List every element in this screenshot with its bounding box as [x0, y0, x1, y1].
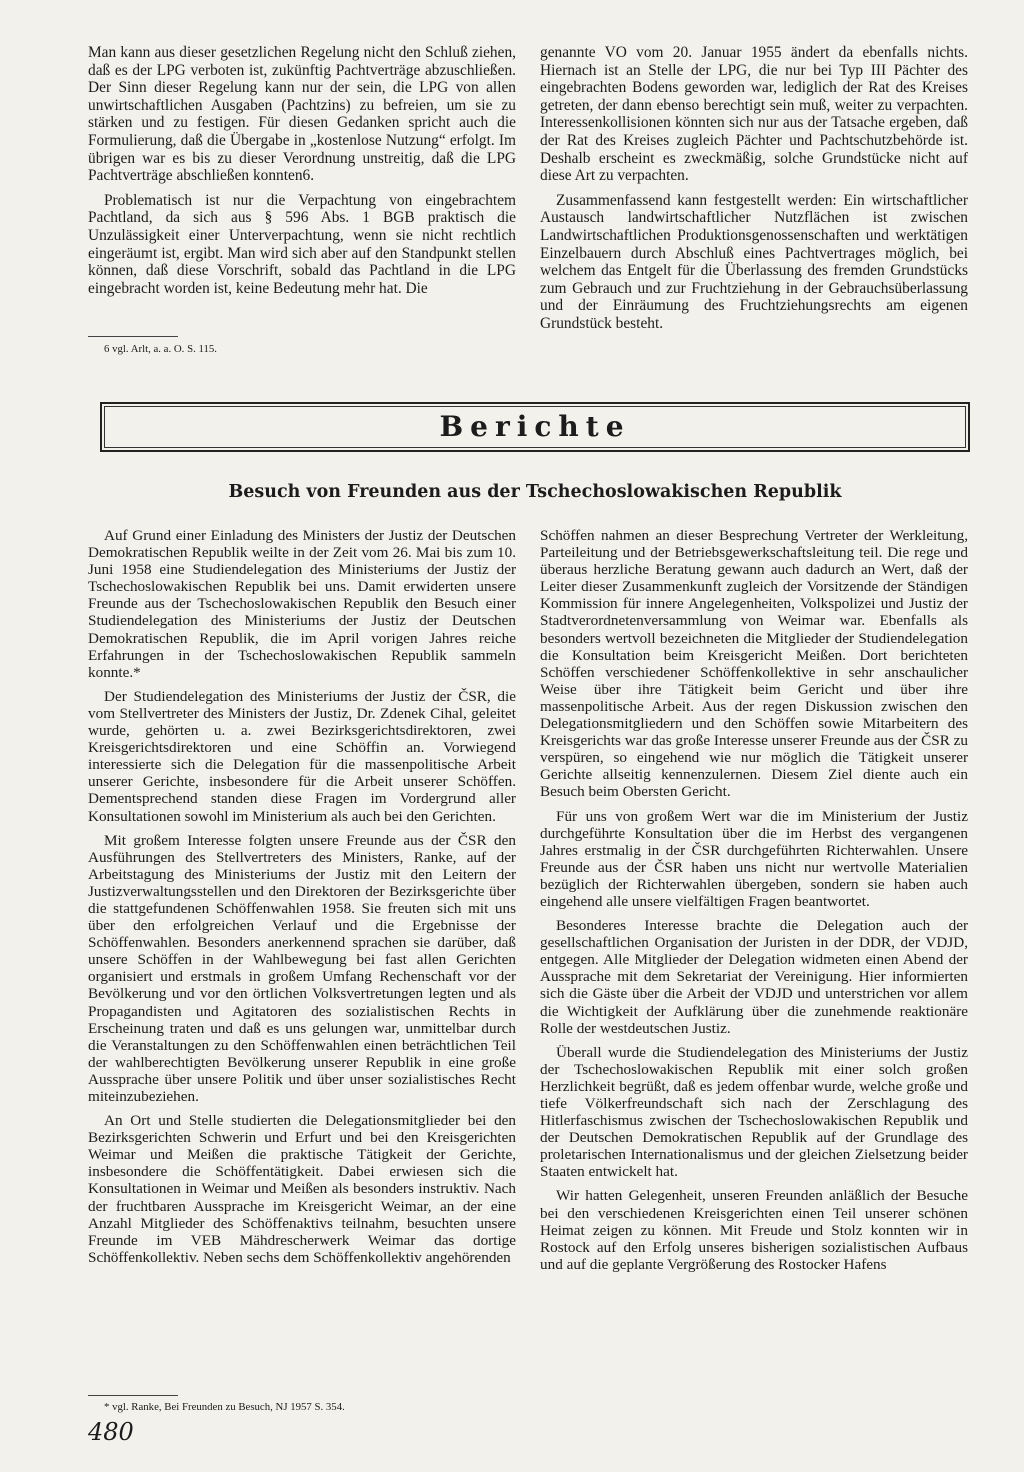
paragraph: Mit großem Interesse folgten unsere Freunde aus der ČSR den Ausführungen des Stellvertreters des Ministers, Ranke, auf der Arbeitstagung des Ministeriums der Justiz mit den Leitern der Justizverwaltungsstellen und den Direktoren der Bezirksgerichte über die stattgefundenen Schöffenwahlen 1958. Sie freuten sich mit uns über den erfolgreichen Verlauf und die Ergebnisse der Schöffenwahlen. Besonders anerkennend sprachen sie darüber, daß unsere Schöffen in der Wahlbewegung bei fast allen Gerichten organisiert und erstmals in großem Umfang Rechenschaft vor der Bevölkerung und vor den örtlichen Volksvertretungen legten und als Propagandisten und Agitatoren des sozialistischen Rechts in Erscheinung traten und daß es uns gelungen war, unmittelbar durch die Veranstaltungen zu den Schöffenwahlen einen beträchtlichen Teil der wahlberechtigten Bevölkerung unserer Republik in eine große Aussprache über unsere Politik und über unser sozialistisches Recht miteinzubeziehen. — [88, 831, 516, 1105]
paragraph: Auf Grund einer Einladung des Ministers der Justiz der Deutschen Demokratischen Republik weilte in der Zeit vom 26. Mai bis zum 10. Juni 1958 eine Studiendelegation des Ministeriums der Justiz der Tschechoslowakischen Republik bei uns. Damit erwiderten unsere Freunde aus der Tschechoslowakischen Republik den Besuch einer Studiendelegation des Ministeriums der Justiz der Deutschen Demokratischen Republik, die im April vorigen Jahres reiche Erfahrungen in der Tschechoslowakischen Republik sammeln konnte.* — [88, 527, 516, 681]
article-headline: Besuch von Freunden aus der Tschechoslowakischen Republik — [228, 482, 842, 502]
top-right-column — [540, 44, 968, 340]
paragraph: Problematisch ist nur die Verpachtung von eingebrachtem Pachtland, da sich aus § 596 Abs. 1 BGB praktisch die Unzulässigkeit einer Unterverpachtung, wenn sie nicht rechtlich eingeräumt ist, ergibt. Man wird sich aber auf den Standpunkt stellen können, daß diese Vorschrift, sobald das Pachtland in die LPG eingebracht worden ist, keine Bedeutung mehr hat. Die — [88, 191, 516, 297]
paragraph: Besonderes Interesse brachte die Delegation auch der gesellschaftlichen Organisation der Juristen in der DDR, der VDJD, entgegen. Alle Mitglieder der Delegation widmeten einen Abend der Aussprache mit dem Sekretariat der Vereinigung. Hier informierten sich die Gäste über die Arbeit der VDJD und unterstrichen vor allem die Wichtigkeit der Aufklärung über die zunehmende reaktionäre Rolle der westdeutschen Justiz. — [540, 917, 968, 1037]
bottom-left-column — [88, 527, 516, 1273]
paragraph: An Ort und Stelle studierten die Delegationsmitglieder bei den Bezirksgerichten Schwerin und Erfurt und bei den Kreisgerichten Weimar und Meißen die praktische Tätigkeit der Gerichte, insbesondere die Schöffentätigkeit. Dabei erwiesen sich die Konsultationen in Weimar und Meißen als besonders instruktiv. Nach der fruchtbaren Aussprache im Kreisgericht Weimar, an der eine Anzahl Mitglieder des Schöffenaktivs teilnahm, besuchten unsere Freunde im VEB Mähdrescherwerk Weimar das dortige Schöffenkollektiv. Neben sechs dem Schöffenkollektiv angehörenden — [88, 1112, 516, 1266]
top-left-column — [88, 44, 516, 304]
section-title: Berichte — [439, 410, 631, 443]
paragraph: Man kann aus dieser gesetzlichen Regelung nicht den Schluß ziehen, daß es der LPG verboten ist, zukünftig Pachtverträge abzuschließen. Der Sinn dieser Regelung kann nur der sein, die LPG von allen unwirtschaftlichen Ausgaben (Pachtzins) zu befreien, um sie zu stärken und zu festigen. Für diesen Gedanken spricht auch die Formulierung, daß die Übergabe in „kostenlose Nutzung“ erfolgt. Im übrigen war es bis zu dieser Verordnung unstreitig, daß die LPG Pachtverträge abschließen konnten6. — [88, 44, 516, 185]
paragraph: Für uns von großem Wert war die im Ministerium der Justiz durchgeführte Konsultation über die im Herbst des vergangenen Jahres erstmalig in der ČSR durchgeführten Richterwahlen. Unsere Freunde aus der ČSR haben uns nicht nur wertvolle Materialien bezüglich der Richterwahlen übergeben, sondern sie haben auch eingehend alle unsere vielfältigen Fragen beantwortet. — [540, 807, 968, 910]
paragraph: Zusammenfassend kann festgestellt werden: Ein wirtschaftlicher Austausch landwirtschaftlicher Nutzflächen ist zwischen Landwirtschaftlichen Produktionsgenossenschaften und werktätigen Einzelbauern durch Abschluß eines Pachtvertrages möglich, bei welchem das Entgelt für die Überlassung des fremden Grundstücks zum Gebrauch und zur Fruchtziehung in der Gebrauchsüberlassung und der Einräumung des Fruchtziehungsrechts am eigenen Grundstück besteht. — [540, 191, 968, 332]
footnote-divider — [88, 336, 178, 337]
paragraph: Überall wurde die Studiendelegation des Ministeriums der Justiz der Tschechoslowakischen Republik mit einer solch großen Herzlichkeit begrüßt, daß es jedem offenbar wurde, welche große und tiefe Völkerfreundschaft sich nach der Zerschlagung des Hitlerfaschismus zwischen der Tschechoslowakischen Republik und der Deutschen Demokratischen Republik auf der Grundlage des proletarischen Internationalismus und der gleichen Zielsetzung beider Staaten entwickelt hat. — [540, 1043, 968, 1181]
paragraph: Der Studiendelegation des Ministeriums der Justiz der ČSR, die vom Stellvertreter des Ministers der Justiz, Dr. Zdenek Cihal, geleitet wurde, gehörten u. a. zwei Bezirksgerichtsdirektoren, zwei Kreisgerichtsdirektoren und eine Schöffin an. Vorwiegend interessierte sich die Delegation für die massenpolitische Arbeit unserer Gerichte, insbesondere für die Arbeit unserer Schöffen. Dementsprechend standen diese Fragen im Vordergrund aller Konsultationen sowohl im Ministerium als auch bei den Gerichten. — [88, 687, 516, 825]
paragraph: Wir hatten Gelegenheit, unseren Freunden anläßlich der Besuche bei den verschiedenen Kreisgerichten einen Teil unserer schönen Heimat zeigen zu können. Mit Freude und Stolz konnten wir in Rostock auf den Erfolg unseres bisherigen sozialistischen Aufbaus und auf die geplante Vergrößerung des Rostocker Hafens — [540, 1187, 968, 1273]
paragraph: Schöffen nahmen an dieser Besprechung Vertreter der Werkleitung, Parteileitung und der Betriebsgewerkschaftsleitung teil. Die rege und überaus herzliche Beratung gewann auch dadurch an Wert, daß der Leiter dieser Zusammenkunft zugleich der Vorsitzende der Ständigen Kommission für innere Angelegenheiten, Volkspolizei und Justiz der Stadtverordnetenversammlung von Weimar war. Ebenfalls als besonders wertvoll bezeichneten die Mitglieder der Studiendelegation die Konsultation beim Kreisgericht Meißen. Dort berichteten Schöffen verschiedener Schöffenkollektive in sehr anschaulicher Weise über ihre Tätigkeit beim Gericht und über ihre massenpolitische Arbeit. Aus der regen Diskussion zwischen den Delegationsmitgliedern und den Schöffen sowie Mitarbeitern des Kreisgerichts war das große Interesse unserer Freunde aus der ČSR zu verspüren, so eingehend wie nur möglich die Tätigkeit unserer Gerichte allseitig kennenzulernen. Diesem Ziel diente auch ein Besuch beim Obersten Gericht. — [540, 527, 968, 801]
page-number: 480 — [88, 1418, 134, 1446]
footnote-divider — [88, 1395, 178, 1396]
bottom-right-column — [540, 527, 968, 1280]
paragraph: genannte VO vom 20. Januar 1955 ändert da ebenfalls nichts. Hiernach ist an Stelle der LPG, die nur bei Typ III Pächter des eingebrachten Bodens geworden war, lediglich der Rat des Kreises getreten, der dann ebenso berechtigt sein muß, weiter zu verpachten. Interessenkollisionen könnten sich nur aus der Tatsache ergeben, daß der Rat des Kreises zugleich Pächter und Pachtschutzbehörde ist. Deshalb erscheint es zweckmäßig, solche Grundstücke nicht auf diese Art zu verpachten. — [540, 44, 968, 185]
footnote: 6 vgl. Arlt, a. a. O. S. 115. — [104, 343, 217, 355]
footnote: * vgl. Ranke, Bei Freunden zu Besuch, NJ 1957 S. 354. — [104, 1401, 345, 1413]
